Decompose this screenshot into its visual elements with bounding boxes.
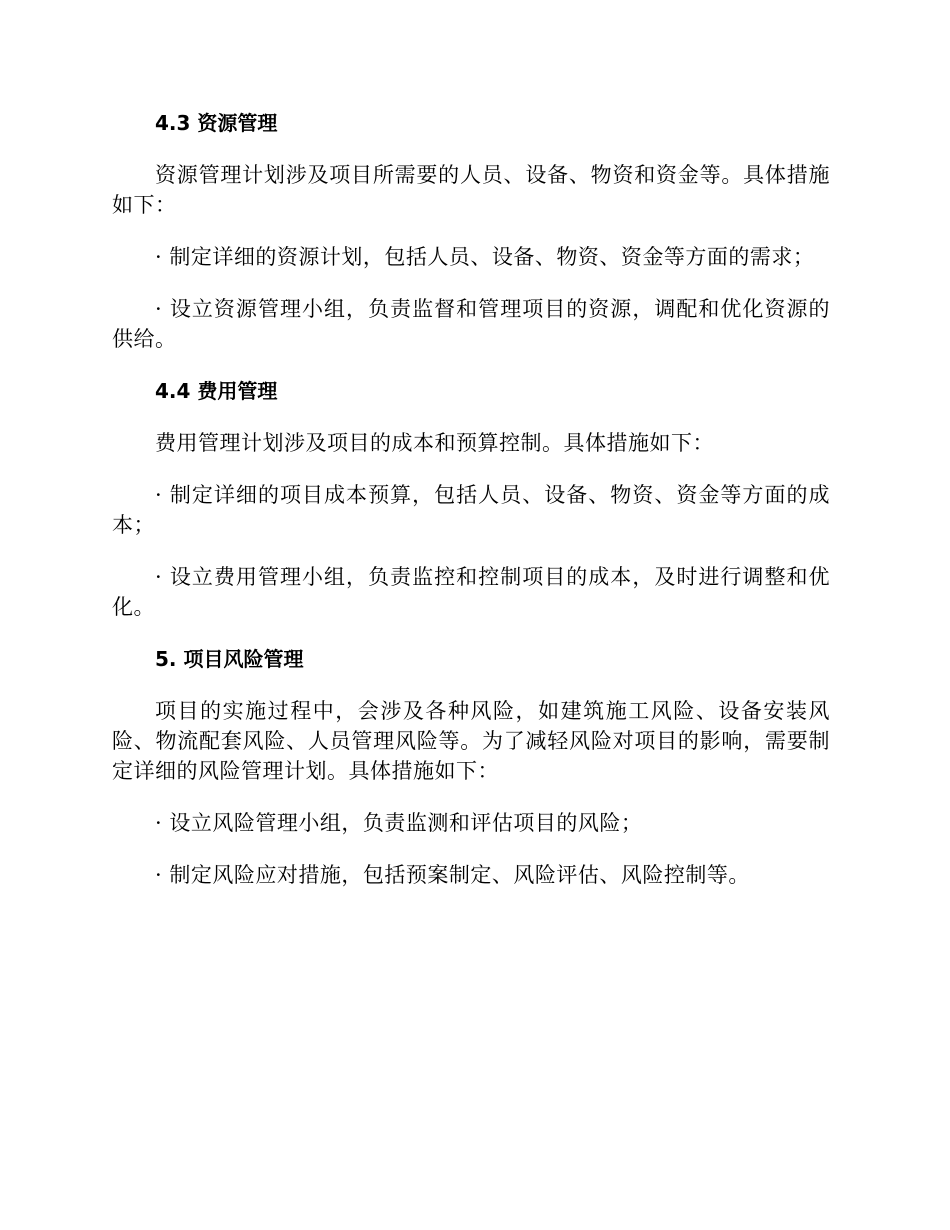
section-heading: 4.4 费用管理 — [155, 379, 278, 403]
bullet-item: · 制定风险应对措施，包括预案制定、风险评估、风险控制等。 — [155, 863, 750, 887]
paragraph: 资源管理计划涉及项目所需要的人员、设备、物资和资金等。具体措施如下： — [112, 163, 830, 217]
document-body — [112, 108, 830, 912]
bullet-item: · 设立资源管理小组，负责监督和管理项目的资源，调配和优化资源的供给。 — [112, 297, 830, 351]
section-cost-management — [112, 376, 830, 622]
bullet-item: · 设立风险管理小组，负责监测和评估项目的风险； — [155, 811, 643, 835]
section-heading: 5. 项目风险管理 — [155, 647, 304, 671]
paragraph: 费用管理计划涉及项目的成本和预算控制。具体措施如下： — [155, 431, 714, 455]
bullet-item: · 设立费用管理小组，负责监控和控制项目的成本，及时进行调整和优化。 — [112, 565, 830, 619]
bullet-item: · 制定详细的资源计划，包括人员、设备、物资、资金等方面的需求； — [155, 245, 815, 269]
section-resource-management — [112, 108, 830, 354]
bullet-item: · 制定详细的项目成本预算，包括人员、设备、物资、资金等方面的成本； — [112, 483, 830, 537]
section-heading: 4.3 资源管理 — [155, 111, 278, 135]
section-risk-management — [112, 644, 830, 890]
paragraph: 项目的实施过程中，会涉及各种风险，如建筑施工风险、设备安装风险、物流配套风险、人员管理风险等。为了减轻风险对项目的影响，需要制定详细的风险管理计划。具体措施如下： — [112, 699, 830, 783]
